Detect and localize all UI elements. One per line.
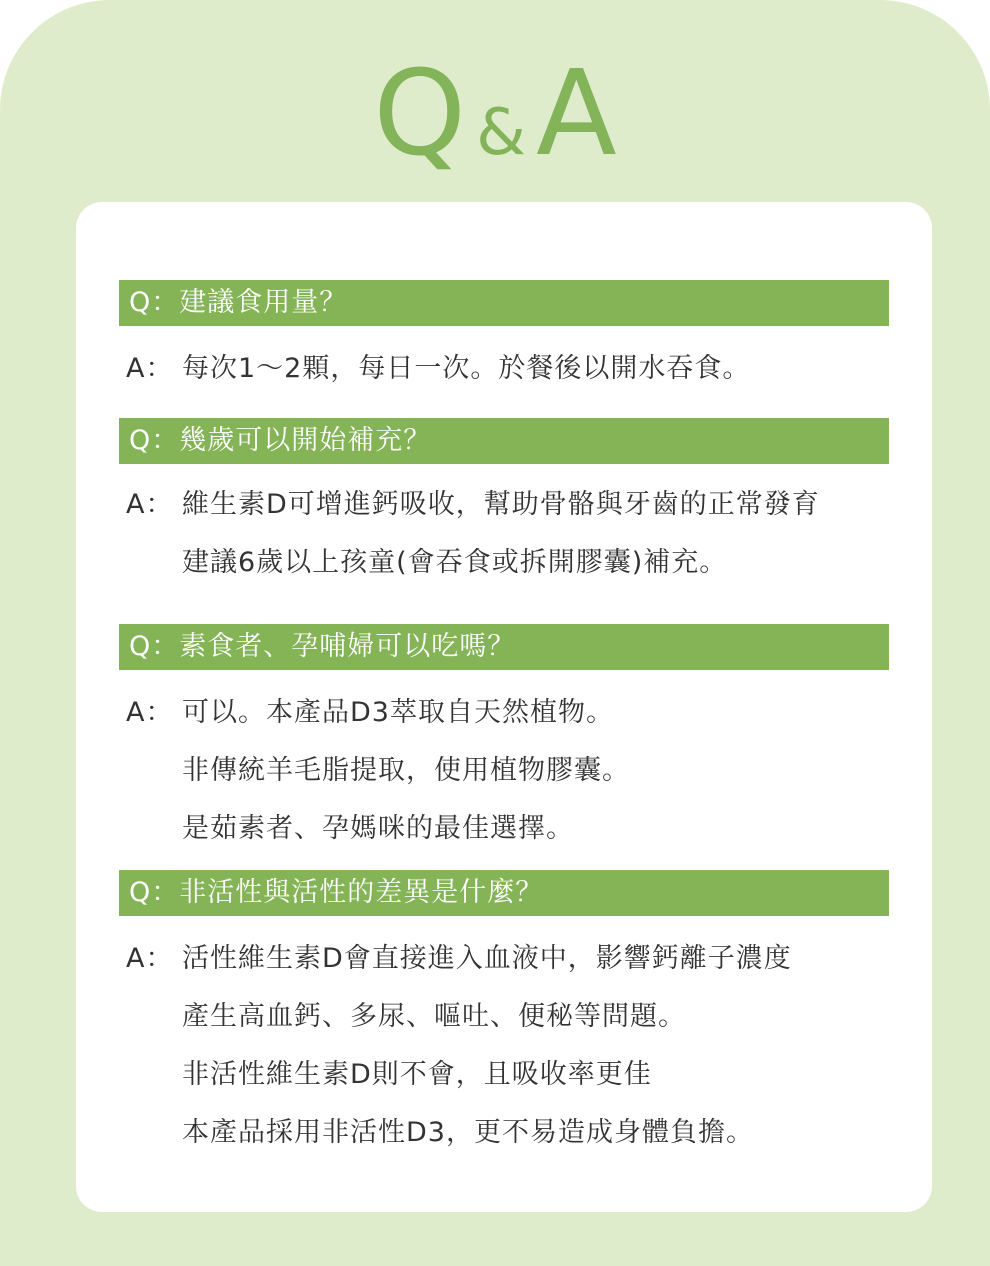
answer-line: 產生高血鈣、多尿、嘔吐、便秘等問題。 — [182, 1001, 686, 1032]
answer-prefix: A： — [126, 489, 174, 520]
answer-3 — [126, 684, 906, 858]
answer-line: 本產品採用非活性D3，更不易造成身體負擔。 — [182, 1117, 754, 1148]
question-3: Q：素食者、孕哺婦可以吃嗎？ — [119, 624, 889, 670]
answer-line: A： 維生素D可增進鈣吸收，幫助骨骼與牙齒的正常發育 — [126, 476, 906, 534]
page-title — [0, 44, 990, 198]
answer-4 — [126, 930, 906, 1162]
question-2: Q：幾歲可以開始補充？ — [119, 418, 889, 464]
answer-line: 非傳統羊毛脂提取，使用植物膠囊。 — [182, 755, 630, 786]
answer-1 — [126, 340, 906, 398]
answer-line: 建議6歲以上孩童(會吞食或拆開膠囊)補充。 — [182, 547, 728, 578]
qa-card — [76, 202, 932, 1212]
answer-line: 非活性維生素D則不會，且吸收率更佳 — [182, 1059, 652, 1090]
answer-prefix: A： — [126, 943, 174, 974]
title-q: Q — [373, 44, 467, 182]
answer-prefix: A： — [126, 697, 174, 728]
answer-prefix: A： — [126, 353, 174, 384]
answer-line: A： 活性維生素D會直接進入血液中，影響鈣離子濃度 — [126, 930, 906, 988]
answer-line: A： 每次1～2顆，每日一次。於餐後以開水吞食。 — [126, 340, 906, 398]
answer-line: 是茹素者、孕媽咪的最佳選擇。 — [182, 813, 574, 844]
title-a: A — [536, 44, 617, 182]
title-ampersand: & — [476, 96, 527, 170]
question-1: Q：建議食用量？ — [119, 280, 889, 326]
answer-line: A： 可以。本產品D3萃取自天然植物。 — [126, 684, 906, 742]
answer-2 — [126, 476, 906, 592]
question-4: Q：非活性與活性的差異是什麼？ — [119, 870, 889, 916]
